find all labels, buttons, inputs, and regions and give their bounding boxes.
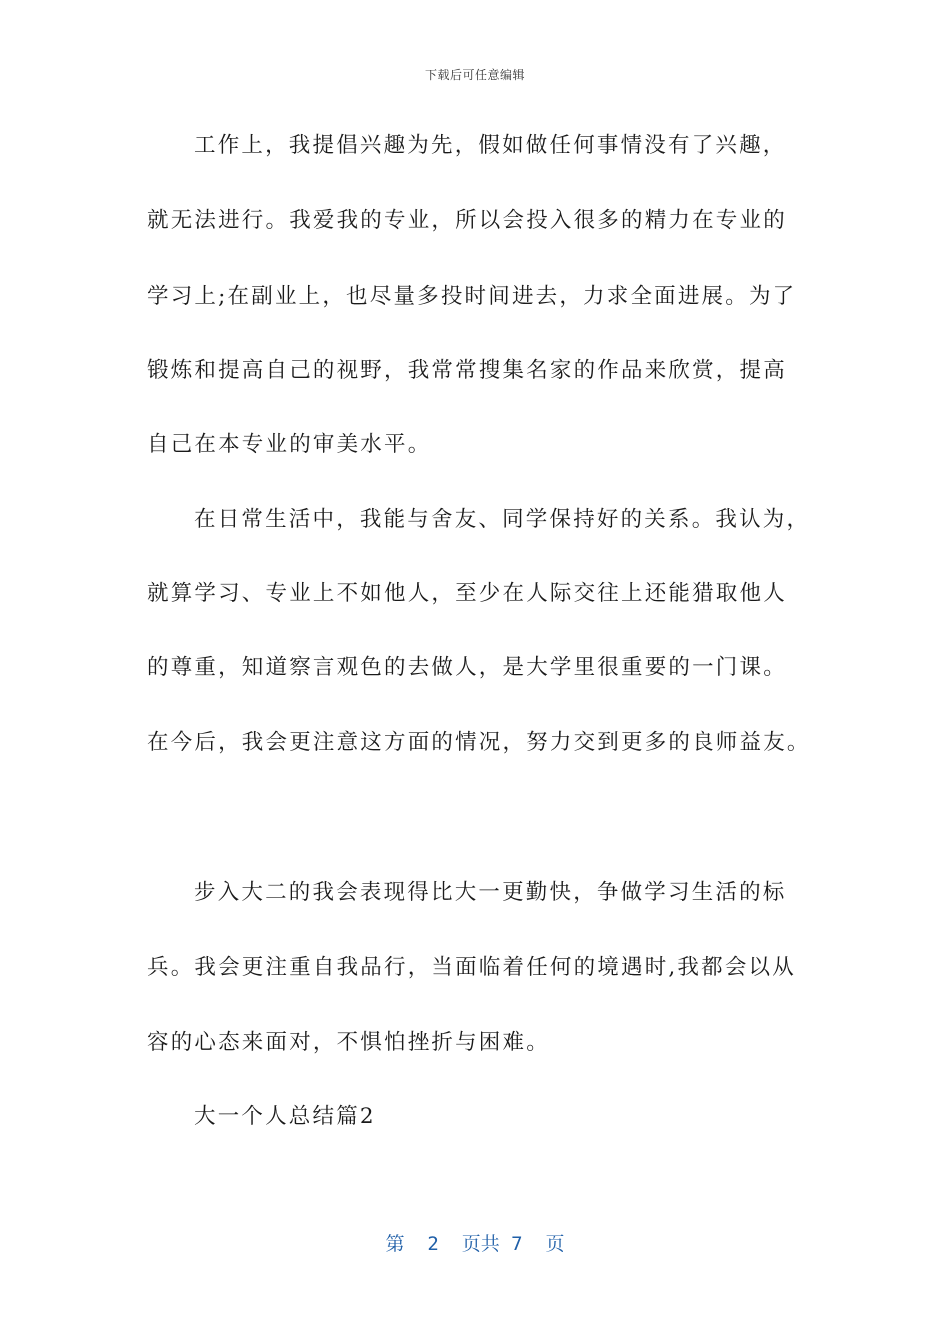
header-note: 下载后可任意编辑 bbox=[424, 68, 525, 82]
paragraph-line: 就无法进行。我爱我的专业，所以会投入很多的精力在专业的 bbox=[147, 208, 787, 233]
paragraph-line: 就算学习、专业上不如他人，至少在人际交往上还能猎取他人 bbox=[147, 581, 787, 606]
paragraph-line: 兵。我会更注重自我品行，当面临着任何的境遇时,我都会以从 bbox=[147, 955, 796, 980]
paragraph-line: 工作上，我提倡兴趣为先，假如做任何事情没有了兴趣， bbox=[194, 133, 787, 158]
paragraph-line: 的尊重，知道察言观色的去做人，是大学里很重要的一门课。 bbox=[147, 655, 787, 680]
paragraph-line: 在今后，我会更注意这方面的情况，努力交到更多的良师益友。 bbox=[147, 730, 811, 755]
paragraph-line: 在日常生活中，我能与舍友、同学保持好的关系。我认为， bbox=[194, 507, 811, 532]
page-number: 第 2 页共 7 页 bbox=[385, 1233, 565, 1255]
paragraph-line: 自己在本专业的审美水平。 bbox=[147, 432, 432, 457]
paragraph-line: 锻炼和提高自己的视野，我常常搜集名家的作品来欣赏，提高 bbox=[147, 358, 787, 383]
paragraph-line: 步入大二的我会表现得比大一更勤快，争做学习生活的标 bbox=[194, 880, 787, 905]
paragraph-line: 学习上;在副业上，也尽量多投时间进去，力求全面进展。为了 bbox=[147, 284, 797, 309]
section-heading: 大一个人总结篇2 bbox=[194, 1104, 376, 1129]
paragraph-line: 容的心态来面对，不惧怕挫折与困难。 bbox=[147, 1030, 550, 1055]
